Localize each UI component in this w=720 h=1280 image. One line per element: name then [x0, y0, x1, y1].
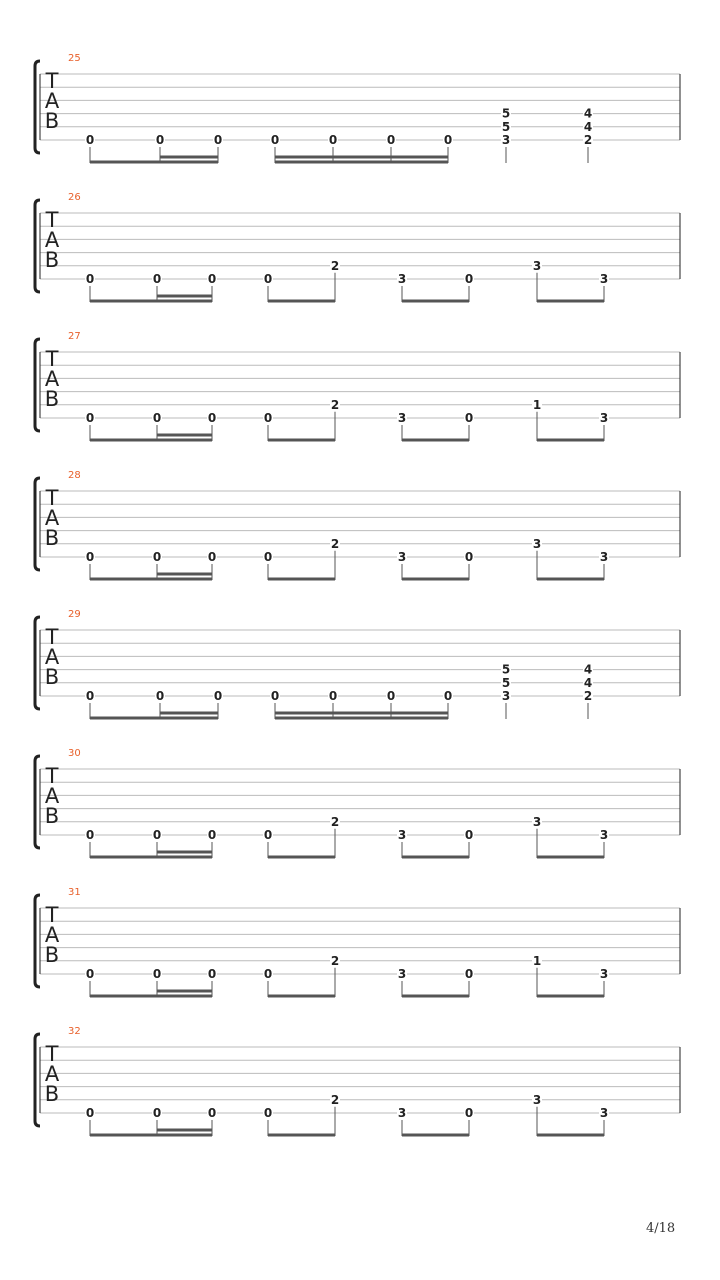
- note-beam: [268, 578, 335, 581]
- fret-number: 3: [599, 272, 609, 286]
- fret-number: 0: [263, 828, 273, 842]
- fret-number: 0: [464, 550, 474, 564]
- tab-clef-letter: A: [44, 1062, 60, 1086]
- note-beam: [402, 856, 469, 859]
- fret-number: 4: [583, 106, 593, 121]
- fret-number: 0: [207, 967, 217, 981]
- page-number: 4/18: [646, 1221, 676, 1236]
- note-beam: [157, 573, 212, 576]
- fret-number: 0: [443, 689, 453, 703]
- fret-number: 2: [330, 953, 340, 968]
- tab-system: [35, 470, 680, 581]
- measure-number: 30: [68, 748, 81, 759]
- note-beam: [275, 712, 448, 715]
- tab-clef-letter: T: [45, 347, 59, 371]
- fret-number: 0: [213, 133, 223, 147]
- fret-number: 0: [464, 828, 474, 842]
- fret-number: 0: [328, 133, 338, 147]
- fret-number: 3: [501, 689, 511, 703]
- fret-number: 0: [443, 133, 453, 147]
- fret-number: 0: [207, 550, 217, 564]
- tab-clef-letter: T: [45, 69, 59, 93]
- note-beam: [157, 851, 212, 854]
- fret-number: 1: [532, 953, 542, 968]
- note-beam: [402, 439, 469, 442]
- fret-number: 0: [213, 689, 223, 703]
- fret-number: 0: [85, 272, 95, 286]
- fret-number: 0: [263, 967, 273, 981]
- note-beam: [402, 1134, 469, 1137]
- fret-number: 3: [397, 272, 407, 286]
- fret-number: 0: [270, 689, 280, 703]
- note-beam: [268, 995, 335, 998]
- fret-number: 0: [207, 1106, 217, 1120]
- note-beam: [275, 717, 448, 720]
- fret-number: 4: [583, 662, 593, 677]
- tab-clef-letter: B: [44, 1082, 60, 1106]
- system-bracket: [35, 61, 40, 153]
- note-beam: [90, 717, 218, 720]
- fret-number: 2: [583, 133, 593, 147]
- note-beam: [537, 856, 604, 859]
- fret-number: 0: [85, 828, 95, 842]
- tab-clef-letter: B: [44, 943, 60, 967]
- fret-number: 2: [330, 397, 340, 412]
- tab-clef-letter: A: [44, 645, 60, 669]
- note-beam: [157, 434, 212, 437]
- fret-number: 0: [386, 689, 396, 703]
- tab-system: [35, 331, 680, 442]
- tab-system: [35, 887, 680, 998]
- fret-number: 2: [330, 814, 340, 829]
- fret-number: 0: [270, 133, 280, 147]
- note-beam: [90, 300, 212, 303]
- note-beam: [275, 156, 448, 159]
- fret-number: 0: [85, 967, 95, 981]
- fret-number: 0: [152, 1106, 162, 1120]
- note-beam: [537, 1134, 604, 1137]
- fret-number: 3: [501, 133, 511, 147]
- fret-number: 0: [207, 411, 217, 425]
- tab-clef-letter: T: [45, 625, 59, 649]
- note-beam: [268, 300, 335, 303]
- system-bracket: [35, 200, 40, 292]
- measure-number: 28: [68, 470, 81, 481]
- fret-number: 5: [501, 675, 511, 690]
- system-bracket: [35, 895, 40, 987]
- fret-number: 3: [397, 550, 407, 564]
- tab-clef-letter: A: [44, 89, 60, 113]
- fret-number: 0: [263, 550, 273, 564]
- fret-number: 0: [207, 828, 217, 842]
- fret-number: 0: [155, 689, 165, 703]
- tab-clef-letter: A: [44, 923, 60, 947]
- fret-number: 0: [85, 411, 95, 425]
- fret-number: 2: [330, 1092, 340, 1107]
- fret-number: 3: [532, 814, 542, 829]
- tab-clef-letter: T: [45, 764, 59, 788]
- note-beam: [90, 439, 212, 442]
- note-beam: [90, 161, 218, 164]
- fret-number: 3: [599, 1106, 609, 1120]
- tab-clef-letter: T: [45, 208, 59, 232]
- fret-number: 3: [532, 536, 542, 551]
- fret-number: 0: [155, 133, 165, 147]
- fret-number: 2: [583, 689, 593, 703]
- system-bracket: [35, 339, 40, 431]
- fret-number: 0: [464, 411, 474, 425]
- note-beam: [90, 1134, 212, 1137]
- measure-number: 25: [68, 53, 81, 64]
- fret-number: 0: [152, 550, 162, 564]
- fret-number: 3: [532, 1092, 542, 1107]
- tab-clef-letter: B: [44, 109, 60, 133]
- fret-number: 1: [532, 397, 542, 412]
- fret-number: 5: [501, 662, 511, 677]
- fret-number: 3: [599, 411, 609, 425]
- system-bracket: [35, 478, 40, 570]
- note-beam: [268, 1134, 335, 1137]
- fret-number: 0: [85, 1106, 95, 1120]
- fret-number: 0: [464, 1106, 474, 1120]
- fret-number: 5: [501, 119, 511, 134]
- fret-number: 0: [263, 1106, 273, 1120]
- fret-number: 3: [599, 967, 609, 981]
- tab-clef-letter: A: [44, 784, 60, 808]
- tab-clef-letter: B: [44, 804, 60, 828]
- fret-number: 3: [599, 828, 609, 842]
- fret-number: 0: [85, 133, 95, 147]
- tab-system: [35, 53, 680, 164]
- note-beam: [90, 995, 212, 998]
- tab-clef-letter: A: [44, 367, 60, 391]
- tab-system: [35, 609, 680, 720]
- fret-number: 3: [532, 258, 542, 273]
- note-beam: [160, 156, 218, 159]
- fret-number: 0: [263, 272, 273, 286]
- fret-number: 0: [152, 411, 162, 425]
- note-beam: [402, 578, 469, 581]
- tab-clef-letter: B: [44, 387, 60, 411]
- note-beam: [157, 295, 212, 298]
- fret-number: 3: [397, 967, 407, 981]
- fret-number: 5: [501, 106, 511, 121]
- tab-clef-letter: B: [44, 665, 60, 689]
- fret-number: 2: [330, 258, 340, 273]
- fret-number: 0: [152, 272, 162, 286]
- tab-clef-letter: T: [45, 1042, 59, 1066]
- note-beam: [537, 578, 604, 581]
- fret-number: 3: [397, 1106, 407, 1120]
- measure-number: 32: [68, 1026, 81, 1037]
- fret-number: 0: [207, 272, 217, 286]
- fret-number: 4: [583, 675, 593, 690]
- note-beam: [157, 990, 212, 993]
- fret-number: 0: [152, 828, 162, 842]
- measure-number: 29: [68, 609, 81, 620]
- fret-number: 0: [464, 272, 474, 286]
- note-beam: [537, 439, 604, 442]
- fret-number: 4: [583, 119, 593, 134]
- fret-number: 2: [330, 536, 340, 551]
- measure-number: 26: [68, 192, 81, 203]
- tab-clef-letter: B: [44, 248, 60, 272]
- tab-system: [35, 748, 680, 859]
- tab-system: [35, 192, 680, 303]
- note-beam: [90, 856, 212, 859]
- measure-number: 27: [68, 331, 81, 342]
- note-beam: [275, 161, 448, 164]
- note-beam: [537, 995, 604, 998]
- fret-number: 0: [464, 967, 474, 981]
- tab-clef-letter: A: [44, 506, 60, 530]
- fret-number: 0: [263, 411, 273, 425]
- note-beam: [268, 439, 335, 442]
- fret-number: 0: [85, 550, 95, 564]
- fret-number: 3: [397, 828, 407, 842]
- fret-number: 0: [152, 967, 162, 981]
- note-beam: [157, 1129, 212, 1132]
- system-bracket: [35, 1034, 40, 1126]
- note-beam: [402, 300, 469, 303]
- tab-clef-letter: T: [45, 486, 59, 510]
- note-beam: [537, 300, 604, 303]
- tab-system: [35, 1026, 680, 1137]
- tab-clef-letter: B: [44, 526, 60, 550]
- note-beam: [268, 856, 335, 859]
- note-beam: [160, 712, 218, 715]
- fret-number: 0: [85, 689, 95, 703]
- note-beam: [402, 995, 469, 998]
- tab-clef-letter: T: [45, 903, 59, 927]
- fret-number: 0: [328, 689, 338, 703]
- fret-number: 3: [397, 411, 407, 425]
- measure-number: 31: [68, 887, 81, 898]
- tab-clef-letter: A: [44, 228, 60, 252]
- note-beam: [90, 578, 212, 581]
- fret-number: 3: [599, 550, 609, 564]
- system-bracket: [35, 756, 40, 848]
- fret-number: 0: [386, 133, 396, 147]
- system-bracket: [35, 617, 40, 709]
